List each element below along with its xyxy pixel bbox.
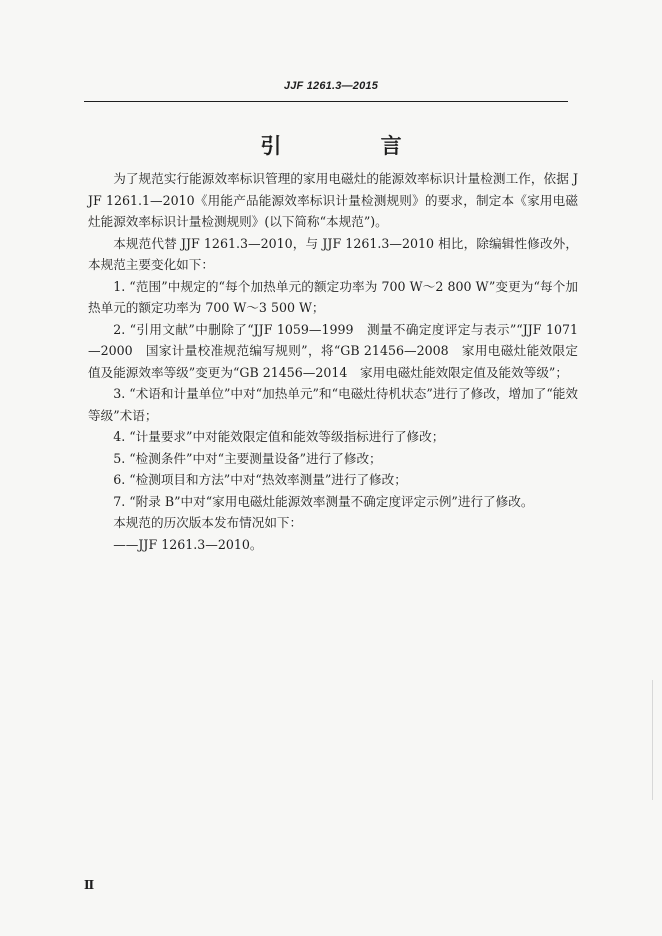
change-item-2: 2. “引用文献”中删除了“JJF 1059—1999 测量不确定度评定与表示”“JJF 1071—2000 国家计量校准规范编写规则”，将“GB 21456—2008 家用电磁灶能效限定值及能源效率等级”变更为“GB 21456—2014 家用电磁灶能效限定值及能效等级”； — [88, 321, 578, 380]
page-number: Ⅱ — [84, 878, 95, 892]
header-rule — [84, 101, 568, 102]
history-item: ——JJF 1261.3—2010。 — [113, 536, 263, 552]
scan-edge-mark — [652, 680, 653, 800]
page-title: 引 言 — [260, 134, 448, 158]
change-item-4: 4. “计量要求”中对能效限定值和能效等级指标进行了修改； — [113, 429, 445, 444]
change-item-5: 5. “检测条件”中对“主要测量设备”进行了修改； — [113, 450, 382, 466]
change-item-6: 6. “检测项目和方法”中对“热效率测量”进行了修改； — [113, 472, 407, 487]
document-code-header: JJF 1261.3—2015 — [283, 80, 379, 92]
history-paragraph: 本规范的历次版本发布情况如下： — [113, 515, 303, 530]
change-item-3: 3. “术语和计量单位”中对“加热单元”和“电磁灶待机状态”进行了修改，增加了“能效等级”术语； — [88, 386, 578, 423]
change-item-7: 7. “附录 B”中对“家用电磁灶能源效率测量不确定度评定示例”进行了修改。 — [113, 493, 534, 509]
intro-paragraph: 为了规范实行能源效率标识管理的家用电磁灶的能源效率标识计量检测工作，依据 JJF 1261.1—2010《用能产品能源效率标识计量检测规则》的要求，制定本《家用电磁灶能源效率标识计量检测规则》(以下简称“本规范”)。 — [88, 171, 578, 229]
replacement-paragraph: 本规范代替 JJF 1261.3—2010，与 JJF 1261.3—2010 相比，除编辑性修改外，本规范主要变化如下： — [88, 235, 578, 272]
change-item-1: 1. “范围”中规定的“每个加热单元的额定功率为 700 W～2 800 W”变更为“每个加热单元的额定功率为 700 W～3 500 W； — [88, 278, 578, 315]
body-text — [88, 168, 578, 555]
